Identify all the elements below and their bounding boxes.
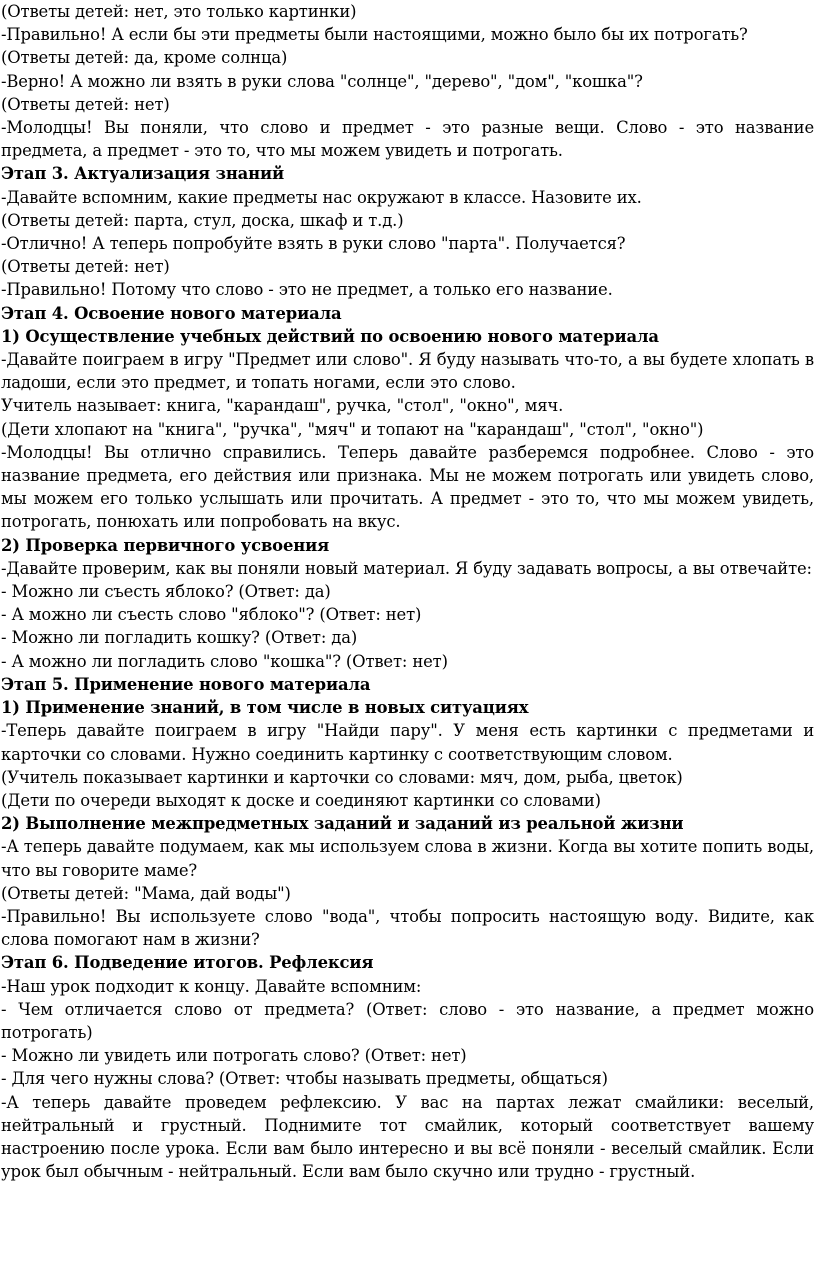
body-paragraph: -Правильно! Вы используете слово "вода", чтобы попросить настоящую воду. Видите, как слова помогают нам в жизни?: [1, 906, 814, 950]
section-heading: 1) Осуществление учебных действий по освоению нового материала: [1, 326, 659, 346]
body-paragraph: (Дети хлопают на "книга", "ручка", "мяч" и топают на "карандаш", "стол", "окно"): [1, 419, 704, 439]
body-paragraph: -Молодцы! Вы поняли, что слово и предмет - это разные вещи. Слово - это название предмета, а предмет - это то, что мы можем увидеть и потрогать.: [1, 118, 814, 161]
body-paragraph: (Ответы детей: нет): [1, 94, 170, 114]
body-paragraph: (Учитель показывает картинки и карточки со словами: мяч, дом, рыба, цветок): [1, 767, 683, 787]
section-heading: Этап 5. Применение нового материала: [1, 674, 371, 694]
body-paragraph: -Правильно! А если бы эти предметы были настоящими, можно было бы их потрогать?: [1, 25, 748, 45]
section-heading: Этап 6. Подведение итогов. Рефлексия: [1, 953, 374, 973]
section-heading: 2) Выполнение межпредметных заданий и заданий из реальной жизни: [1, 814, 684, 834]
body-paragraph: -Отлично! А теперь попробуйте взять в руки слово "парта". Получается?: [1, 234, 626, 254]
section-heading: 2) Проверка первичного усвоения: [1, 535, 330, 555]
section-heading: Этап 3. Актуализация знаний: [1, 164, 285, 184]
body-paragraph: -А теперь давайте подумаем, как мы используем слова в жизни. Когда вы хотите попить воды, что вы говорите маме?: [1, 837, 814, 880]
body-paragraph: -Давайте вспомним, какие предметы нас окружают в классе. Назовите их.: [1, 187, 642, 207]
body-paragraph: - А можно ли погладить слово "кошка"? (Ответ: нет): [1, 651, 448, 671]
body-paragraph: (Ответы детей: "Мама, дай воды"): [1, 883, 291, 903]
body-paragraph: - Можно ли съесть яблоко? (Ответ: да): [1, 582, 331, 602]
body-paragraph: -Теперь давайте поиграем в игру "Найди пару". У меня есть картинки с предметами и карточки со словами. Нужно соединить картинку с соответствующим словом.: [1, 721, 814, 764]
body-paragraph: (Ответы детей: нет, это только картинки): [1, 2, 357, 21]
body-paragraph: Учитель называет: книга, "карандаш", ручка, "стол", "окно", мяч.: [1, 396, 564, 416]
body-paragraph: -Давайте проверим, как вы поняли новый материал. Я буду задавать вопросы, а вы отвечайте:: [1, 558, 812, 578]
body-paragraph: -Правильно! Потому что слово - это не предмет, а только его название.: [1, 280, 613, 300]
body-paragraph: -Молодцы! Вы отлично справились. Теперь давайте разберемся подробнее. Слово - это название предмета, его действия или признака. Мы не можем потрогать или увидеть слово, мы можем его только услышать или прочитать. А предмет - это то, что мы можем увидеть, потрогать, понюхать или попробовать на вкус.: [1, 442, 814, 532]
body-paragraph: -А теперь давайте проведем рефлексию. У вас на партах лежат смайлики: веселый, нейтральный и грустный. Поднимите тот смайлик, который соответствует вашему настроению после урока. Если вам было интересно и вы всё поняли - веселый смайлик. Если урок был обычным - нейтральный. Если вам было скучно или трудно - грустный.: [1, 1092, 814, 1182]
body-paragraph: (Ответы детей: да, кроме солнца): [1, 48, 288, 68]
body-paragraph: -Давайте поиграем в игру "Предмет или слово". Я буду называть что-то, а вы будете хлопать в ладоши, если это предмет, и топать ногами, если это слово.: [1, 350, 814, 393]
body-paragraph: - Чем отличается слово от предмета? (Ответ: слово - это название, а предмет можно потрогать): [1, 999, 814, 1042]
body-paragraph: (Ответы детей: нет): [1, 257, 170, 277]
body-paragraph: - Для чего нужны слова? (Ответ: чтобы называть предметы, общаться): [1, 1069, 608, 1089]
body-paragraph: -Наш урок подходит к концу. Давайте вспомним:: [1, 976, 422, 996]
body-paragraph: (Ответы детей: парта, стул, доска, шкаф и т.д.): [1, 210, 404, 230]
body-paragraph: (Дети по очереди выходят к доске и соединяют картинки со словами): [1, 790, 601, 810]
body-paragraph: - Можно ли увидеть или потрогать слово? (Ответ: нет): [1, 1046, 467, 1066]
body-paragraph: - Можно ли погладить кошку? (Ответ: да): [1, 628, 358, 648]
body-paragraph: - А можно ли съесть слово "яблоко"? (Ответ: нет): [1, 605, 422, 625]
section-heading: 1) Применение знаний, в том числе в новых ситуациях: [1, 698, 529, 718]
section-heading: Этап 4. Освоение нового материала: [1, 303, 342, 323]
body-paragraph: -Верно! А можно ли взять в руки слова "солнце", "дерево", "дом", "кошка"?: [1, 71, 643, 91]
